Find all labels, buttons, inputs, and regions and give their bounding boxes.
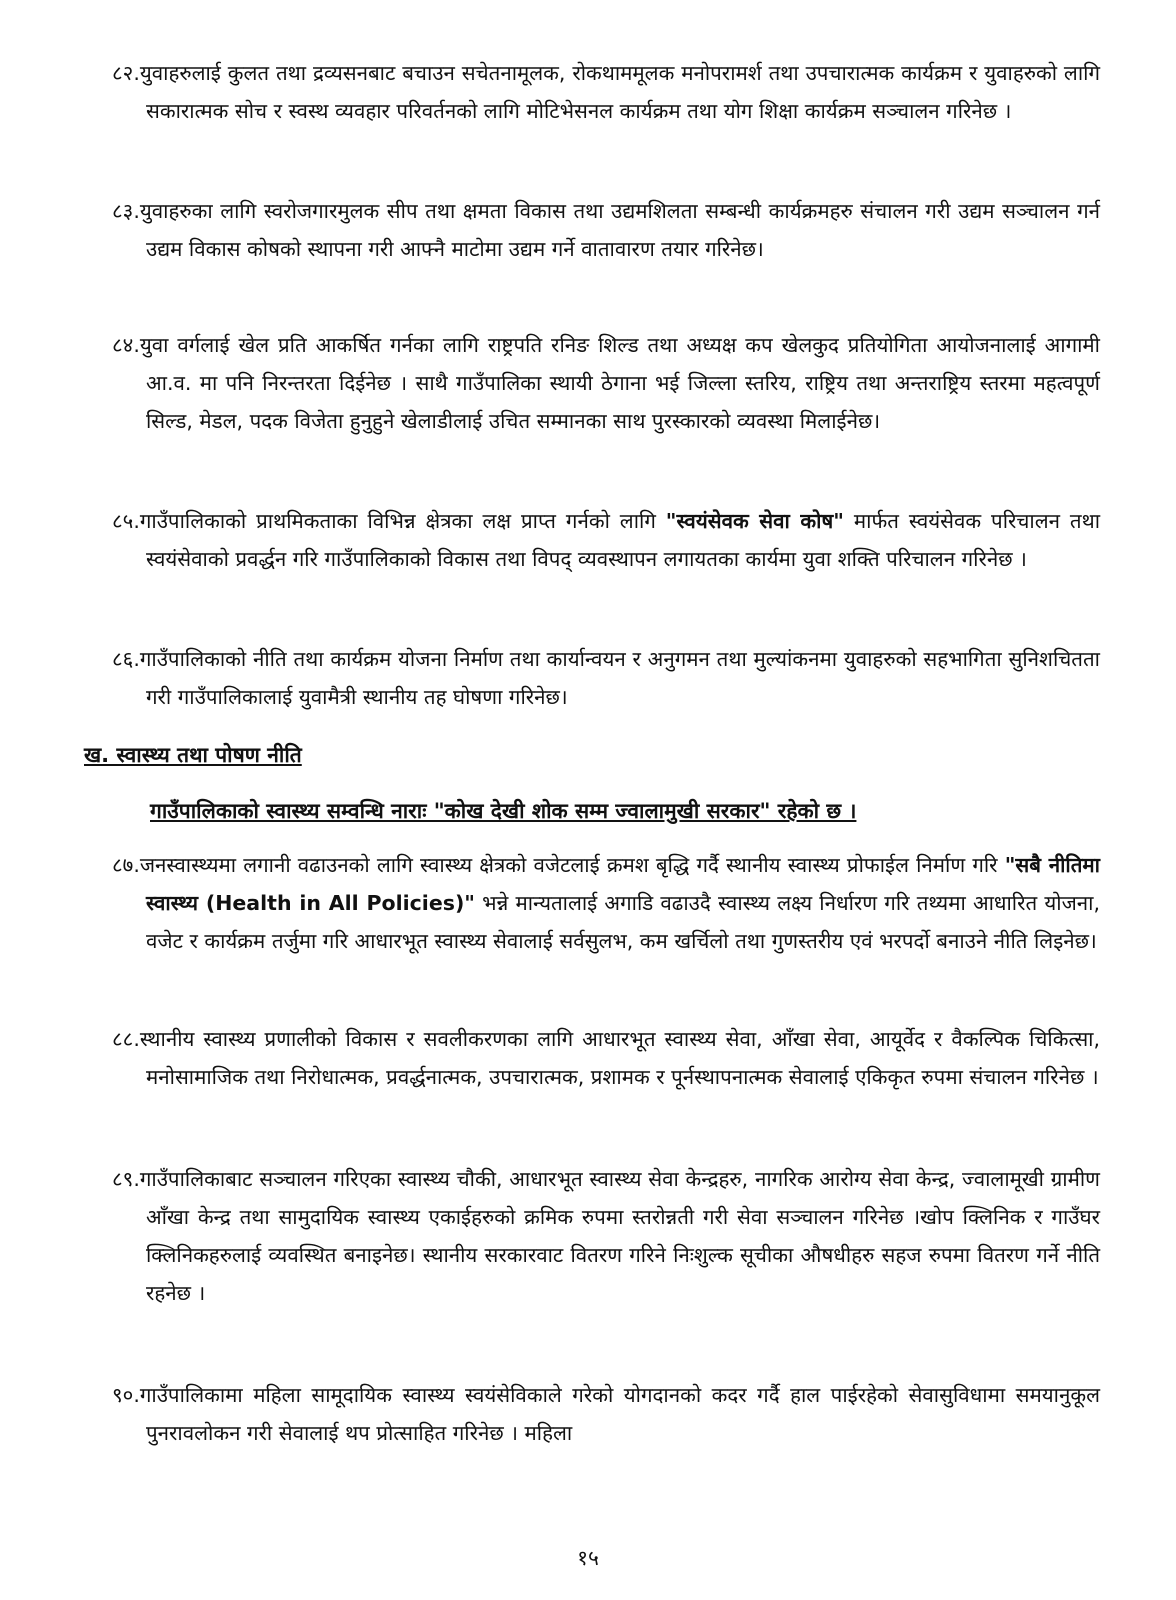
item-text: युवा वर्गलाई खेल प्रति आकर्षित गर्नका लागि राष्ट्रपति रनिङ शिल्ड तथा अध्यक्ष कप खेलकुद प्रतियोगिता आयोजनालाई आगामी आ.व. मा पनि निरन्तरता दिईनेछ । साथै गाउँपालिका स्थायी ठेगाना भई जिल्ला स्तरिय, राष्ट्रिय तथा अन्तराष्ट्रिय स्तरमा महत्वपूर्ण सिल्ड, मेडल, पदक विजेता हुनुहुने खेलाडीलाई उचित सम्मानका साथ पुरस्कारको व्यवस्था मिलाईनेछ। xyxy=(139,333,1100,433)
item-text-continued: मार्फत स्वयंसेवक परिचालन तथा स्वयंसेवाको प्रवर्द्धन गरि गाउँपालिकाको विकास तथा विपद् व्यवस्थापन लगायतका कार्यमा युवा शक्ति परिचालन गरिनेछ । xyxy=(146,509,1101,571)
fund-name: "स्वयंसेवक सेवा कोष" xyxy=(665,509,844,533)
health-in-all-policies: "सबै नीतिमा स्वास्थ्य (Health in All Policies)" xyxy=(146,853,1100,915)
item-text: गाउँपालिकामा महिला सामूदायिक स्वास्थ्य स्वयंसेविकाले गरेको योगदानको कदर गर्दै हाल पाईरहेको सेवासुविधामा समयानुकूल पुनरावलोकन गरी सेवालाई थप प्रोत्साहित गरिनेछ । महिला xyxy=(139,1383,1100,1445)
item-text: गाउँपालिकाबाट सञ्चालन गरिएका स्वास्थ्य चौकी, आधारभूत स्वास्थ्य सेवा केन्द्रहरु, नागरिक आरोग्य सेवा केन्द्र, ज्वालामूखी ग्रामीण आँखा केन्द्र तथा सामुदायिक स्वास्थ्य एकाईहरुको क्रमिक रुपमा स्तरोन्नती गरी सेवा सञ्चालन गरिनेछ ।खोप क्लिनिक र गाउँघर क्लिनिकहरुलाई व्यवस्थित बनाइनेछ। स्थानीय सरकारवाट वितरण गरिने निःशुल्क सूचीका औषधीहरु सहज रुपमा वितरण गर्ने नीति रहनेछ । xyxy=(139,1167,1100,1305)
policy-item-89 xyxy=(112,1160,1100,1312)
item-number: ८४. xyxy=(112,333,140,357)
item-number: ८६. xyxy=(112,647,140,671)
item-number: ८३. xyxy=(112,199,140,223)
policy-item-88 xyxy=(112,1020,1100,1096)
policy-item-85 xyxy=(112,502,1100,578)
item-number: ८५. xyxy=(112,509,140,533)
item-text: गाउँपालिकाको प्राथमिकताका विभिन्न क्षेत्रका लक्ष प्राप्त गर्नको लागि xyxy=(139,509,666,533)
policy-item-87 xyxy=(112,846,1100,960)
policy-item-84 xyxy=(112,326,1100,440)
page-number: १५ xyxy=(577,1546,599,1570)
policy-item-86 xyxy=(112,640,1100,716)
item-text: युवाहरुलाई कुलत तथा द्रव्यसनबाट बचाउन सचेतनामूलक, रोकथाममूलक मनोपरामर्श तथा उपचारात्मक कार्यक्रम र युवाहरुको लागि सकारात्मक सोच र स्वस्थ व्यवहार परिवर्तनको लागि मोटिभेसनल कार्यक्रम तथा योग शिक्षा कार्यक्रम सञ्चालन गरिनेछ । xyxy=(139,61,1100,123)
item-number: ८८. xyxy=(112,1027,140,1051)
item-number: ८९. xyxy=(112,1167,140,1191)
item-text: गाउँपालिकाको नीति तथा कार्यक्रम योजना निर्माण तथा कार्यान्वयन र अनुगमन तथा मुल्यांकनमा युवाहरुको सहभागिता सुनिशचितता गरी गाउँपालिकालाई युवामैत्री स्थानीय तह घोषणा गरिनेछ। xyxy=(139,647,1100,709)
item-text: जनस्वास्थ्यमा लगानी वढाउनको लागि स्वास्थ्य क्षेत्रको वजेटलाई क्रमश बृद्धि गर्दै स्थानीय स्वास्थ्य प्रोफाईल निर्माण गरि xyxy=(139,853,1005,877)
health-slogan: गाउँपालिकाको स्वास्थ्य सम्वन्धि नाराः "कोख देखी शोक सम्म ज्वालामुखी सरकार" रहेको छ । xyxy=(150,799,857,823)
item-text: स्थानीय स्वास्थ्य प्रणालीको विकास र सवलीकरणका लागि आधारभूत स्वास्थ्य सेवा, आँखा सेवा, आयूर्वेद र वैकल्पिक चिकित्सा, मनोसामाजिक तथा निरोधात्मक, प्रवर्द्धनात्मक, उपचारात्मक, प्रशामक र पूर्नस्थापनात्मक सेवालाई एकिकृत रुपमा संचालन गरिनेछ । xyxy=(139,1027,1100,1089)
item-number: ८२. xyxy=(112,61,140,85)
policy-item-90 xyxy=(112,1376,1100,1452)
item-number: ९०. xyxy=(112,1383,140,1407)
item-text: युवाहरुका लागि स्वरोजगारमुलक सीप तथा क्षमता विकास तथा उद्यमशिलता सम्बन्धी कार्यक्रमहरु संचालन गरी उद्यम सञ्चालन गर्न उद्यम विकास कोषको स्थापना गरी आफ्नै माटोमा उद्यम गर्ने वातावारण तयार गरिनेछ। xyxy=(139,199,1100,261)
section-title: ख. स्वास्थ्य तथा पोषण नीति xyxy=(84,743,302,767)
policy-item-82 xyxy=(112,54,1100,130)
policy-item-83 xyxy=(112,192,1100,268)
item-text-continued: भन्ने मान्यतालाई अगाडि वढाउदै स्वास्थ्य लक्ष्य निर्धारण गरि तथ्यमा आधारित योजना, वजेट र कार्यक्रम तर्जुमा गरि आधारभूत स्वास्थ्य सेवालाई सर्वसुलभ, कम खर्चिलो तथा गुणस्तरीय एवं भरपर्दो बनाउने नीति लिइनेछ। xyxy=(146,891,1100,953)
item-number: ८७. xyxy=(112,853,140,877)
